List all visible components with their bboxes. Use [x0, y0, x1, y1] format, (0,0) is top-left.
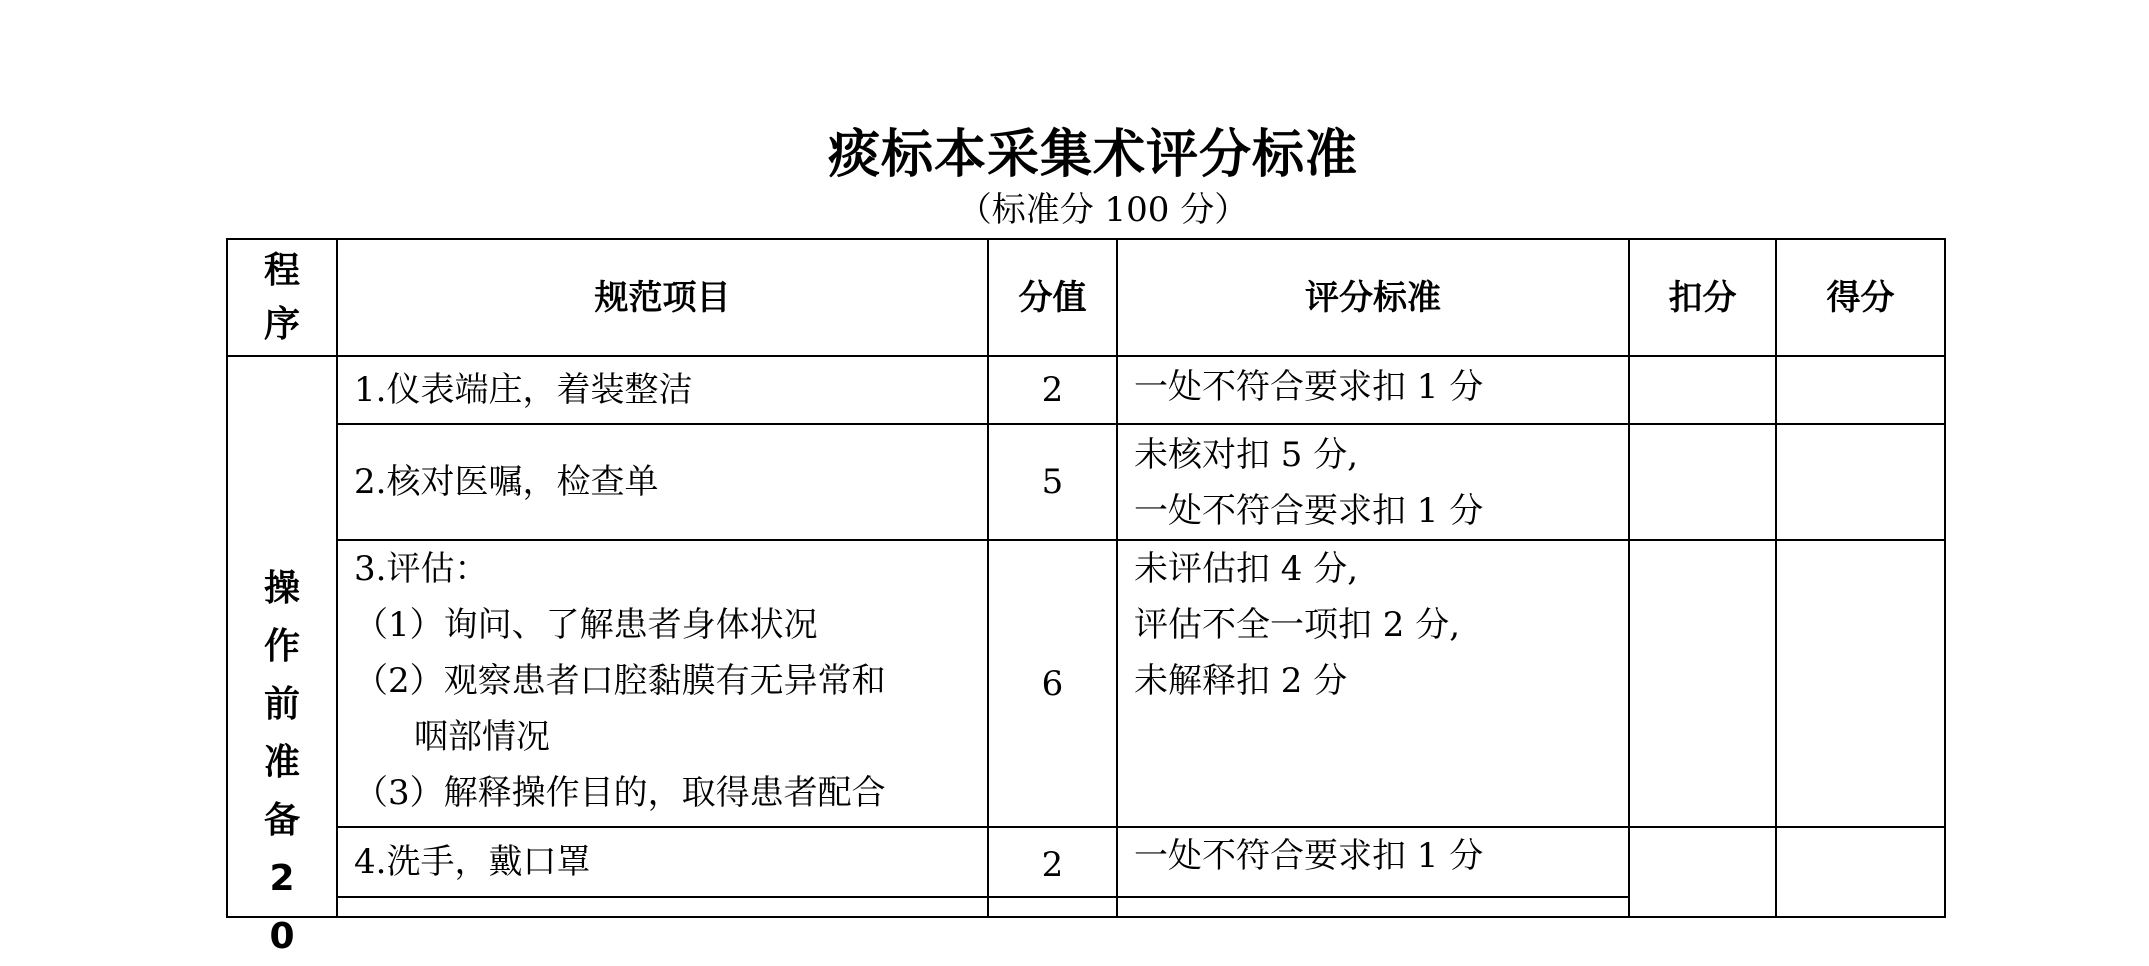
points-value: 5	[1041, 462, 1064, 502]
header-score: 得分	[1826, 277, 1895, 318]
criteria-text: 未解释扣 2 分	[1134, 661, 1348, 701]
header-points: 分值	[1018, 277, 1087, 318]
points-value: 2	[1041, 845, 1064, 885]
item-text: 3.评估：	[354, 549, 489, 589]
criteria-text: 一处不符合要求扣 1 分	[1134, 491, 1484, 531]
header-procedure	[228, 240, 336, 355]
table-row-criteria	[1118, 425, 1628, 539]
table-row-criteria	[1118, 828, 1628, 896]
item-text: 4.洗手，戴口罩	[354, 842, 591, 882]
section-procedure-label	[228, 560, 336, 957]
table-row-criteria	[1118, 357, 1628, 423]
table-row-item	[338, 357, 987, 423]
criteria-text: 一处不符合要求扣 1 分	[1134, 836, 1484, 876]
criteria-text: 未评估扣 4 分,	[1134, 549, 1359, 589]
item-text: （3）解释操作目的，取得患者配合	[354, 773, 886, 813]
section-name: 操作前准备20	[263, 568, 300, 957]
item-text: 咽部情况	[414, 717, 550, 757]
table-row-item	[338, 828, 987, 896]
header-criteria: 评分标准	[1305, 277, 1441, 318]
grid-line	[336, 896, 1628, 898]
criteria-text: 一处不符合要求扣 1 分	[1134, 367, 1484, 407]
document-subtitle: （标准分 100 分）	[957, 190, 1249, 230]
table-row-criteria	[1118, 541, 1628, 826]
points-value: 6	[1041, 663, 1064, 704]
header-item: 规范项目	[594, 277, 731, 318]
item-text: （1）询问、了解患者身体状况	[354, 605, 818, 645]
document-title: 痰标本采集术评分标准	[827, 125, 1358, 185]
item-text: （2）观察患者口腔黏膜有无异常和	[354, 661, 886, 701]
item-text: 1.仪表端庄，着装整洁	[354, 370, 693, 410]
header-deduction: 扣分	[1668, 277, 1737, 318]
table-row-item	[338, 425, 987, 539]
table-row-item	[338, 541, 987, 826]
criteria-text: 未核对扣 5 分,	[1134, 435, 1359, 475]
header-procedure-text: 程序	[263, 249, 300, 345]
points-value: 2	[1041, 370, 1064, 410]
criteria-text: 评估不全一项扣 2 分,	[1134, 605, 1461, 645]
item-text: 2.核对医嘱，检查单	[354, 462, 659, 502]
